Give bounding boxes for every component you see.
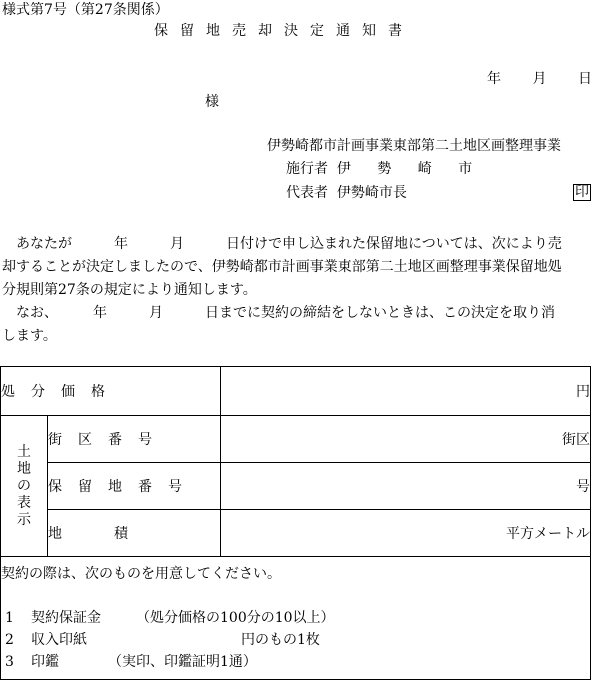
body-line-2: 却することが決定しましたので、伊勢崎都市計画事業東部第二土地区画整理事業保留地処 (2, 259, 562, 275)
date-year: 年 (487, 71, 501, 87)
notice-body (2, 233, 590, 348)
body-line-5: します。 (2, 328, 57, 344)
requirement-item (1, 629, 590, 651)
body-line-4: なお、 年 月 日までに契約の締結をしないときは、この決定を取り消 (16, 305, 555, 321)
requirement-text: 印鑑 （実印、印鑑証明1通） (31, 654, 257, 670)
price-unit: 円 (221, 367, 591, 416)
block-unit: 街区 (221, 416, 591, 463)
addressee-suffix: 様 (205, 94, 219, 110)
executor-line (286, 161, 483, 177)
price-row (1, 367, 591, 416)
date-day: 日 (578, 71, 592, 87)
date-line (487, 71, 592, 87)
executor-name: 伊 勢 崎 市 (336, 161, 484, 177)
executor-label: 施行者 (286, 161, 328, 177)
land-display-label (1, 416, 48, 557)
requirement-number: 2 (5, 632, 14, 648)
requirement-item (1, 607, 590, 629)
body-line-1: あなたが 年 月 日付けで申し込まれた保留地については、次により売 (16, 236, 562, 252)
requirements-row (1, 557, 591, 680)
land-label-char: 示 (17, 511, 31, 528)
requirements-box (1, 557, 591, 680)
requirement-number: 1 (5, 610, 14, 626)
requirement-number: 3 (5, 654, 14, 670)
seal-mark: 印 (575, 184, 589, 200)
requirement-text: 契約保証金 （処分価格の100分の10以上） (31, 610, 335, 626)
sender-organization: 伊勢崎都市計画事業東部第二土地区画整理事業 (267, 138, 561, 154)
details-table (0, 366, 591, 680)
lot-unit: 号 (221, 463, 591, 510)
form-number: 様式第7号（第27条関係） (2, 2, 169, 18)
representative-label: 代表者 (286, 185, 328, 201)
area-row (1, 510, 591, 557)
representative-line (286, 185, 407, 201)
requirement-text: 収入印紙 円のもの1枚 (31, 632, 320, 648)
date-month: 月 (532, 71, 547, 87)
price-label: 処分価格 (1, 367, 221, 416)
area-label: 地積 (48, 510, 221, 557)
land-label-char: 表 (17, 494, 31, 511)
lot-label: 保留地番号 (48, 463, 221, 510)
land-label-char: の (17, 477, 31, 494)
requirement-item (1, 651, 590, 673)
lot-row (1, 463, 591, 510)
representative-name: 伊勢崎市長 (336, 185, 407, 201)
body-line-3: 分規則第27条の規定により通知します。 (2, 282, 257, 298)
land-label-char: 土 (17, 443, 31, 460)
document-title: 保留地売却決定通知書 (154, 23, 414, 39)
area-unit: 平方メートル (221, 510, 591, 557)
block-row (1, 416, 591, 463)
land-label-char: 地 (17, 460, 31, 477)
requirements-intro: 契約の際は、次のものを用意してください。 (1, 566, 281, 582)
block-label: 街区番号 (48, 416, 221, 463)
